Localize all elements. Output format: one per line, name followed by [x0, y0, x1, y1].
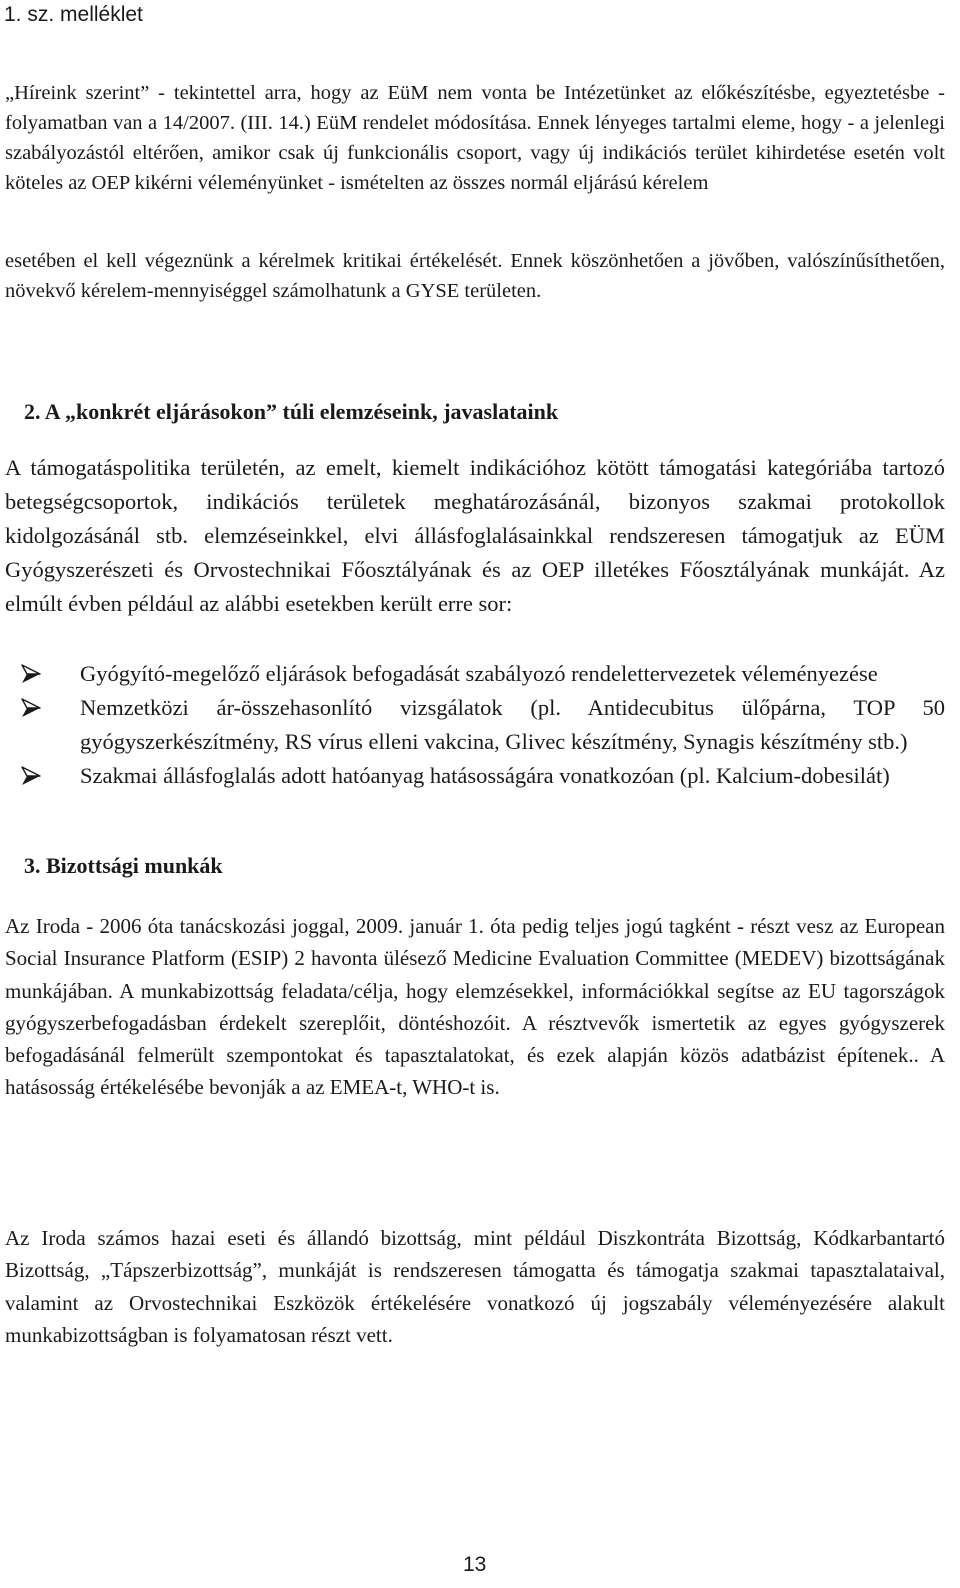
list-item — [20, 657, 945, 691]
bullet-text: Szakmai állásfoglalás adott hatóanyag hatásosságára vonatkozóan (pl. Kalcium-dobesilát) — [80, 763, 890, 788]
bullet-text: Gyógyító-megelőző eljárások befogadását szabályozó rendelettervezetek véleményezése — [80, 661, 878, 686]
section-3-heading: 3. Bizottsági munkák — [24, 853, 223, 878]
section-2-paragraph: A támogatáspolitika területén, az emelt, kiemelt indikációhoz kötött támogatási kategóriába tartozó betegségcsoportok, indikációs területek meghatározásánál, bizonyos szakmai protokollok kidolgozásánál stb. elemzéseinkkel, elvi állásfoglalásainkkal rendszeresen támogatjuk az EÜM Gyógyszerészeti és Orvostechnikai Főosztályának és az OEP illetékes Főosztályának munkáját. Az elmúlt évben például az alábbi esetekben került erre sor: — [5, 455, 945, 616]
arrowhead-bullet-icon — [20, 663, 42, 685]
bullet-text: Nemzetközi ár-összehasonlító vizsgálatok (pl. Antidecubitus ülőpárna, TOP 50 gyógyszerkészítmény, RS vírus elleni vakcina, Glivec készítmény, Synagis készítmény stb.) — [80, 695, 945, 754]
page-number: 13 — [463, 1553, 487, 1576]
intro-paragraph-part1: „Híreink szerint” - tekintettel arra, hogy az EüM nem vonta be Intézetünket az előkészítésbe, egyeztetésbe - folyamatban van a 14/2007. (III. 14.) EüM rendelet módosítása. Ennek lényeges tartalmi eleme, hogy - a jelenlegi szabályozástól eltérően, amikor csak új funkcionális csoport, vagy új indikációs terület kihirdetése esetén volt köteles az OEP kikérni véleményünket - ismételten az összes normál eljárású kérelem — [5, 82, 945, 194]
section-2-bullet-list — [20, 657, 945, 793]
section-2-heading: 2. A „konkrét eljárásokon” túli elemzéseink, javaslataink — [24, 399, 559, 424]
list-item — [20, 691, 945, 759]
arrowhead-bullet-icon — [20, 697, 42, 719]
list-item — [20, 759, 945, 793]
arrowhead-bullet-icon — [20, 765, 42, 787]
intro-paragraph-part2: esetében el kell végeznünk a kérelmek kritikai értékelését. Ennek köszönhetően a jövőben, valószínűsíthetően, növekvő kérelem-mennyiséggel számolhatunk a GYSE területen. — [5, 250, 945, 302]
annex-label: 1. sz. melléklet — [4, 3, 143, 26]
section-3-paragraph-2: Az Iroda számos hazai eseti és állandó bizottság, mint például Diszkontráta Bizottság, Kódkarbantartó Bizottság, „Tápszerbizottság”, munkáját is rendszeresen támogatta és támogatja szakmai tapasztalataival, valamint az Orvostechnikai Eszközök értékelésére vonatkozó új jogszabály véleményezésére alakult munkabizottságban is folyamatosan részt vett. — [5, 1226, 945, 1347]
section-3-paragraph-1: Az Iroda - 2006 óta tanácskozási joggal, 2009. január 1. óta pedig teljes jogú tagként - részt vesz az European Social Insurance Platform (ESIP) 2 havonta ülésező Medicine Evaluation Committee (MEDEV) bizottságának munkájában. A munkabizottság feladata/célja, hogy elemzésekkel, információkkal segítse az EU tagországok gyógyszerbefogadásban érdekelt szereplőit, döntéshozóit. A résztvevők ismertetik az egyes gyógyszerek befogadásánál felmerült szempontokat és tapasztalatokat, és ezek alapján közös adatbázist építenek.. A hatásosság értékelésébe bevonják a az EMEA-t, WHO-t is. — [5, 914, 945, 1100]
